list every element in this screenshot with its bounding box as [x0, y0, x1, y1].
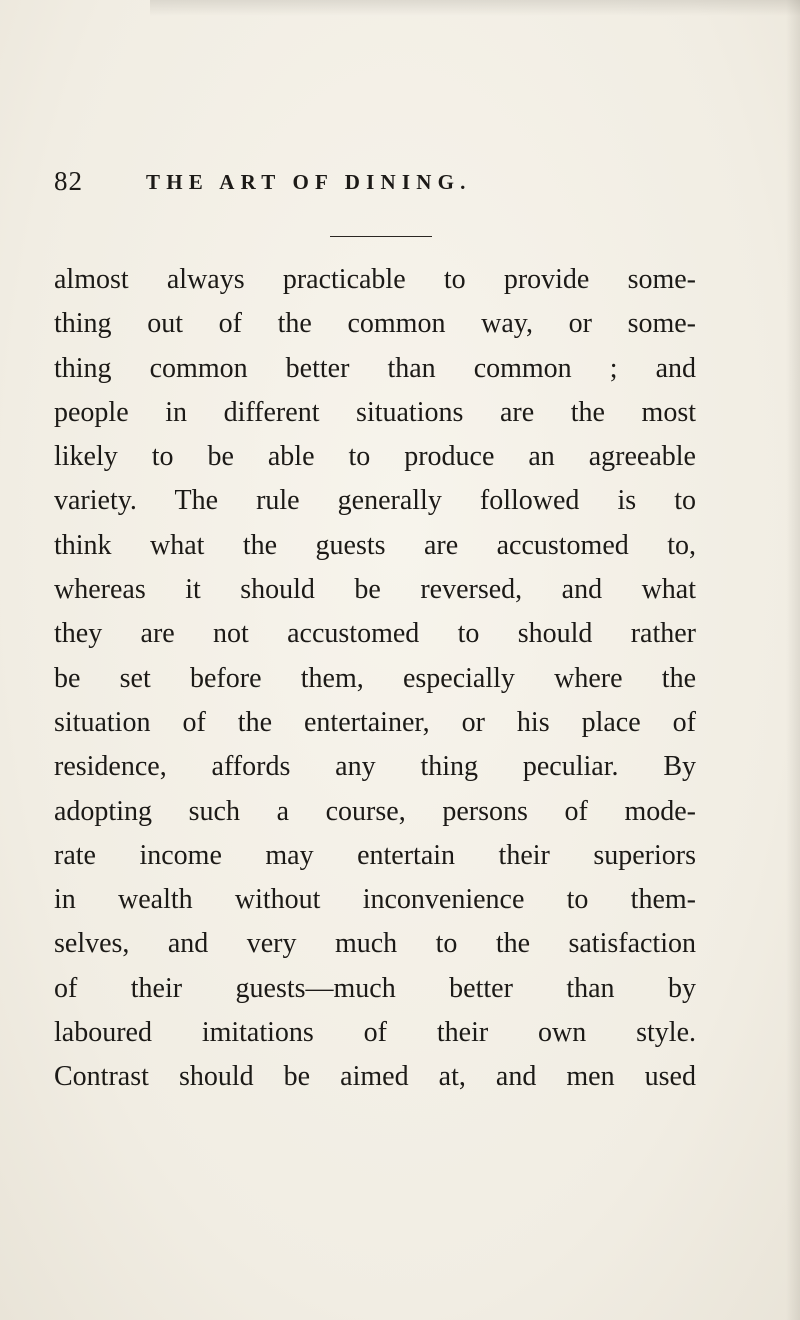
text-line: likely to be able to produce an agreeable: [54, 441, 696, 473]
text-line: adopting such a course, persons of mode-: [54, 795, 696, 827]
scan-shadow-top: [150, 0, 800, 16]
text-line: think what the guests are accustomed to,: [54, 529, 696, 561]
text-line: situation of the entertainer, or his place of: [54, 706, 696, 738]
running-title: THE ART OF DINING.: [146, 170, 472, 194]
text-line: thing out of the common way, or some-: [54, 308, 696, 340]
body-text: [54, 258, 696, 1100]
text-line: thing common better than common ; and: [54, 352, 696, 384]
text-line: be set before them, especially where the: [54, 662, 696, 694]
text-line: almost always practicable to provide some-: [54, 264, 696, 295]
text-line: rate income may entertain their superiors: [54, 839, 696, 871]
text-line: selves, and very much to the satisfaction: [54, 928, 696, 960]
text-line: Contrast should be aimed at, and men used: [54, 1061, 696, 1093]
text-line: variety. The rule generally followed is to: [54, 485, 696, 517]
scan-shadow-edge: [786, 0, 800, 1320]
page-number: 82: [54, 166, 83, 196]
text-line: they are not accustomed to should rather: [54, 618, 696, 650]
running-head: [54, 166, 754, 206]
header-rule: [330, 236, 432, 237]
text-line: laboured imitations of their own style.: [54, 1017, 696, 1049]
text-line: whereas it should be reversed, and what: [54, 574, 696, 606]
text-line: residence, affords any thing peculiar. By: [54, 751, 696, 783]
text-line: people in different situations are the most: [54, 396, 696, 428]
text-line: in wealth without inconvenience to them-: [54, 884, 696, 916]
text-line: of their guests—much better than by: [54, 972, 696, 1004]
